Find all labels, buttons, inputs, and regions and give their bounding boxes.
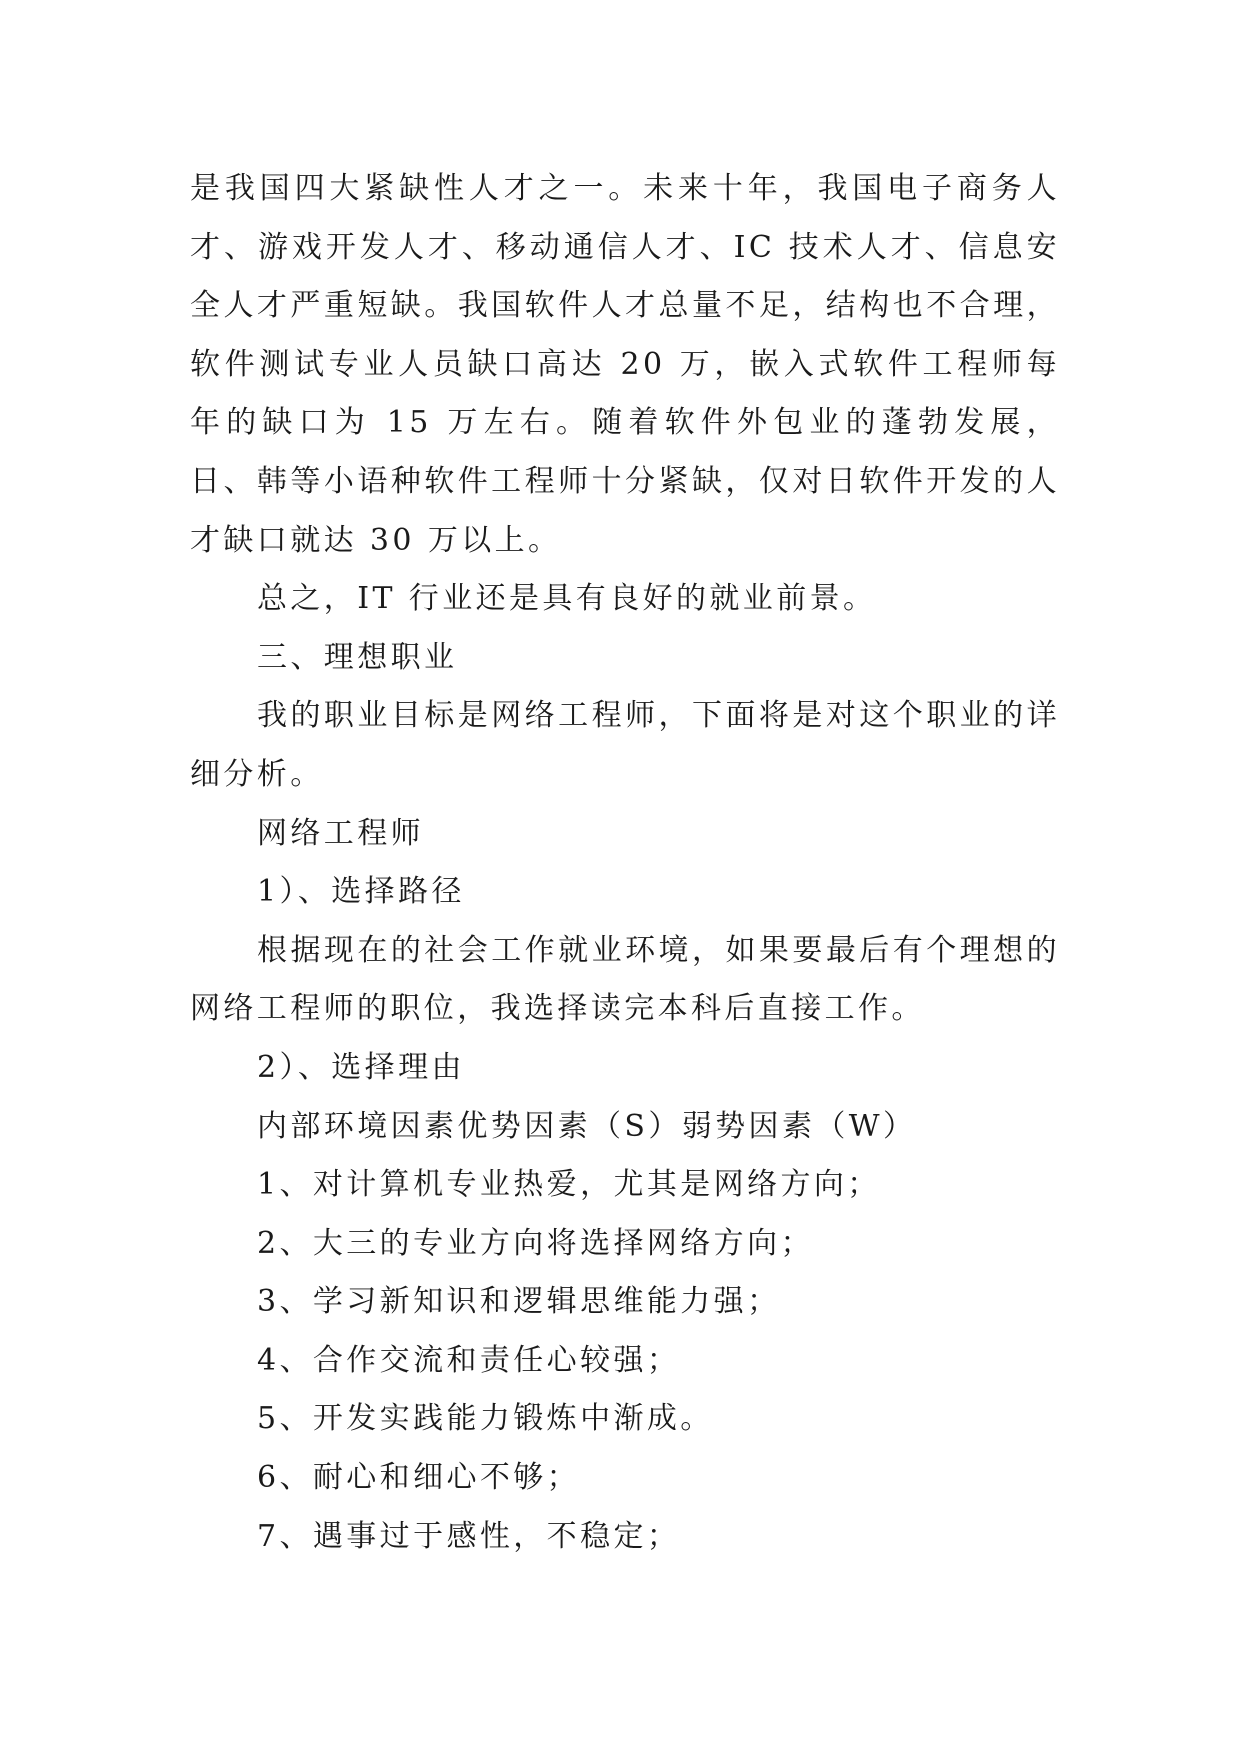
list-item: 4、合作交流和责任心较强； [257, 1342, 681, 1378]
list-item: 5、开发实践能力锻炼中渐成。 [257, 1401, 714, 1437]
list-item: 6、耐心和细心不够； [257, 1460, 581, 1496]
paragraph-talent-shortage: 是我国四大紧缺性人才之一。未来十年，我国电子商务人才、游戏开发人才、移动通信人才、IC 技术人才、信息安全人才严重短缺。我国软件人才总量不足，结构也不合理，软件测试专业人员缺口高达 20 万，嵌入式软件工程师每年的缺口为 15 万左右。随着软件外包业的蓬勃发展，日、韩等小语种软件工程师十分紧缺，仅对日软件开发的人才缺口就达 30 万以上。 [190, 171, 1060, 558]
list-item: 3、学习新知识和逻辑思维能力强； [257, 1284, 781, 1320]
subheading-choice-reason: 2）、选择理由 [257, 1049, 465, 1085]
subheading-network-engineer: 网络工程师 [257, 815, 424, 851]
paragraph-internal-factors: 内部环境因素优势因素（S）弱势因素（W） [257, 1108, 917, 1144]
paragraph-career-goal: 我的职业目标是网络工程师，下面将是对这个职业的详细分析。 [190, 698, 1060, 792]
section-heading-ideal-career: 三、理想职业 [257, 639, 458, 675]
list-item: 7、遇事过于感性，不稳定； [257, 1518, 681, 1554]
paragraph-choice-path: 根据现在的社会工作就业环境，如果要最后有个理想的网络工程师的职位，我选择读完本科后直接工作。 [190, 932, 1060, 1027]
subheading-choice-path: 1）、选择路径 [257, 874, 465, 910]
list-item: 2、大三的专业方向将选择网络方向； [257, 1225, 814, 1261]
paragraph-summary: 总之，IT 行业还是具有良好的就业前景。 [257, 581, 877, 617]
list-item: 1、对计算机专业热爱，尤其是网络方向； [257, 1167, 881, 1203]
document-body [190, 160, 1060, 1566]
